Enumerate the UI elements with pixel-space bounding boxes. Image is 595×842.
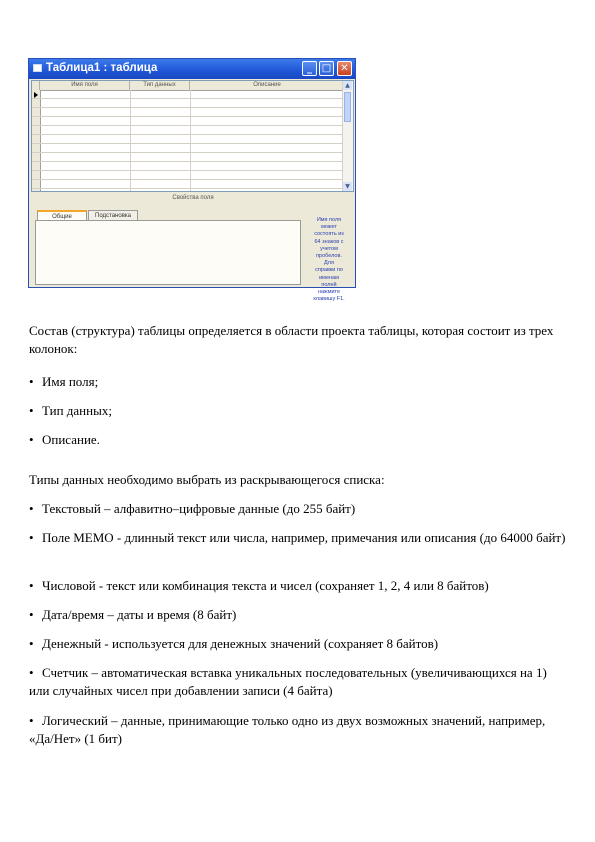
field-properties-caption: Свойства поля [172,195,214,201]
list-item-text: Дата/время – даты и время (8 байт) [42,607,237,622]
grid-divider [130,90,131,191]
list-item-text: Денежный - используется для денежных значений (сохраняет 8 байтов) [42,636,439,651]
bullet: • [29,403,34,418]
list-item-text: Логический – данные, принимающие только одно из двух возможных значений, например, «Да/Нет» (1 бит) [29,713,546,746]
list-item [29,664,569,700]
column-header-description[interactable]: Описание [190,81,345,90]
bullet: • [29,530,34,545]
bullet: • [29,607,34,622]
field-design-grid[interactable] [31,80,354,192]
bullet: • [29,374,34,389]
bullet: • [29,432,34,447]
grid-row[interactable] [32,90,345,99]
list-item-text: Числовой - текст или комбинация текста и чисел (сохраняет 1, 2, 4 или 8 байтов) [42,578,489,593]
list-item [29,577,569,595]
list-item-text: Счетчик – автоматическая вставка уникальных последовательных (увеличивающихся на 1) или случайных чисел при добавлении записи (4 байта) [29,665,547,698]
window-titlebar [29,59,355,79]
vertical-scrollbar[interactable] [342,81,353,191]
bullet: • [29,665,34,680]
bullet: • [29,636,34,651]
grid-row[interactable] [32,99,345,108]
list-item [29,431,569,449]
types-intro-paragraph: Типы данных необходимо выбрать из раскрывающегося списка: [29,472,385,487]
close-button[interactable]: ✕ [337,61,352,76]
scroll-thumb[interactable] [344,92,351,122]
grid-row[interactable] [32,135,345,144]
list-item [29,500,569,518]
list-item [29,606,569,624]
list-item-text: Поле MEMO - длинный текст или числа, например, примечания или описания (до 64000 байт) [42,530,566,545]
list-item-text: Текстовый – алфавитно–цифровые данные (до 255 байт) [42,501,356,516]
intro-paragraph: Состав (структура) таблицы определяется в области проекта таблицы, которая состоит из трех колонок: [29,323,554,356]
minimize-button[interactable]: _ [302,61,317,76]
grid-row[interactable] [32,117,345,126]
tab-lookup[interactable]: Подстановка [88,210,138,220]
grid-row[interactable] [32,162,345,171]
access-table-design-window [28,58,356,303]
grid-row[interactable] [32,126,345,135]
grid-row[interactable] [32,108,345,117]
scroll-down-icon[interactable]: ▼ [343,182,352,191]
column-header-field-name[interactable]: Имя поля [40,81,130,90]
grid-row[interactable] [32,153,345,162]
window-title: Таблица1 : таблица [46,62,158,74]
field-help-hint: Имя поля может состоять из 64 знаков с учетом пробелов. Для справки по именам полей нажмите клавишу F1. [313,217,345,303]
maximize-button[interactable]: □ [319,61,334,76]
list-item [29,712,569,748]
list-item [29,373,569,391]
tab-general[interactable]: Общие [37,210,87,220]
grid-row[interactable] [32,171,345,180]
grid-row[interactable] [32,144,345,153]
bullet: • [29,713,34,728]
list-item-text: Описание. [42,432,100,447]
list-item [29,529,569,547]
grid-corner [32,81,40,90]
grid-row[interactable] [32,180,345,189]
list-item-text: Тип данных; [42,403,112,418]
list-item [29,402,569,420]
grid-divider [190,90,191,191]
bullet: • [29,501,34,516]
scroll-up-icon[interactable]: ▲ [343,81,352,90]
list-item [29,635,569,653]
field-properties-panel[interactable] [35,220,301,285]
table-icon [33,64,42,72]
bullet: • [29,578,34,593]
column-header-data-type[interactable]: Тип данных [130,81,190,90]
list-item-text: Имя поля; [42,374,99,389]
